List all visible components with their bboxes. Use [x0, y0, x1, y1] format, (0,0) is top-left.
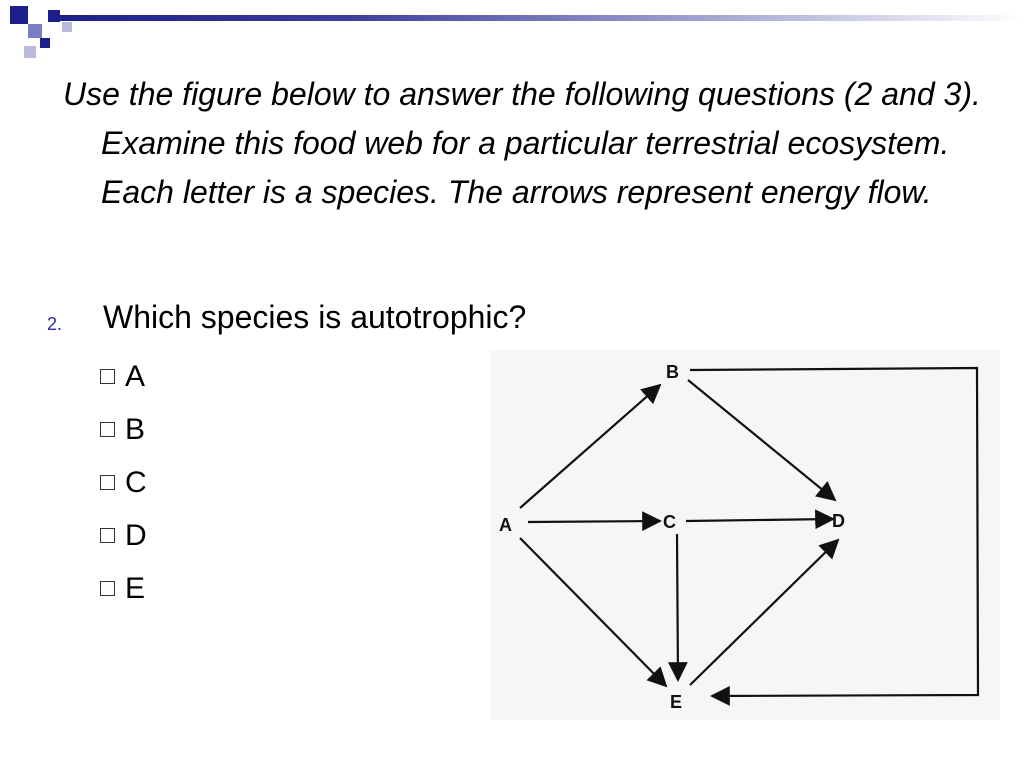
- decor-square: [10, 6, 28, 24]
- option-label: C: [125, 465, 147, 499]
- checkbox-icon: [100, 422, 115, 437]
- node-c: C: [663, 512, 676, 532]
- decor-square: [62, 22, 72, 32]
- option-b[interactable]: [100, 403, 147, 456]
- question-text: Which species is autotrophic?: [103, 299, 527, 335]
- option-e[interactable]: [100, 562, 147, 615]
- option-label: E: [125, 571, 146, 605]
- edge-a-c: [528, 521, 660, 522]
- decor-square: [48, 10, 60, 22]
- option-label: A: [125, 359, 146, 393]
- option-c[interactable]: [100, 456, 147, 509]
- title-band: [52, 15, 1024, 21]
- node-b: B: [666, 362, 679, 382]
- decor-square: [40, 38, 50, 48]
- node-e: E: [670, 692, 683, 712]
- option-label: D: [125, 518, 147, 552]
- node-d: D: [832, 511, 845, 531]
- question-number: 2.: [47, 314, 63, 334]
- option-d[interactable]: [100, 509, 147, 562]
- checkbox-icon: [100, 475, 115, 490]
- option-label: B: [125, 412, 146, 446]
- checkbox-icon: [100, 528, 115, 543]
- intro-text: Use the figure below to answer the following questions (2 and 3). Examine this food web for a particular terrestrial ecosystem. Each letter is a species. The arrows represent energy flow.: [63, 76, 981, 210]
- decor-square: [24, 46, 36, 58]
- scan-background: [490, 350, 1000, 720]
- edge-c-e: [677, 534, 678, 680]
- checkbox-icon: [100, 369, 115, 384]
- decor-square: [28, 24, 42, 38]
- food-web-diagram: [490, 350, 1000, 720]
- answer-options: [100, 350, 147, 615]
- node-a: A: [499, 515, 512, 535]
- option-a[interactable]: [100, 350, 147, 403]
- checkbox-icon: [100, 581, 115, 596]
